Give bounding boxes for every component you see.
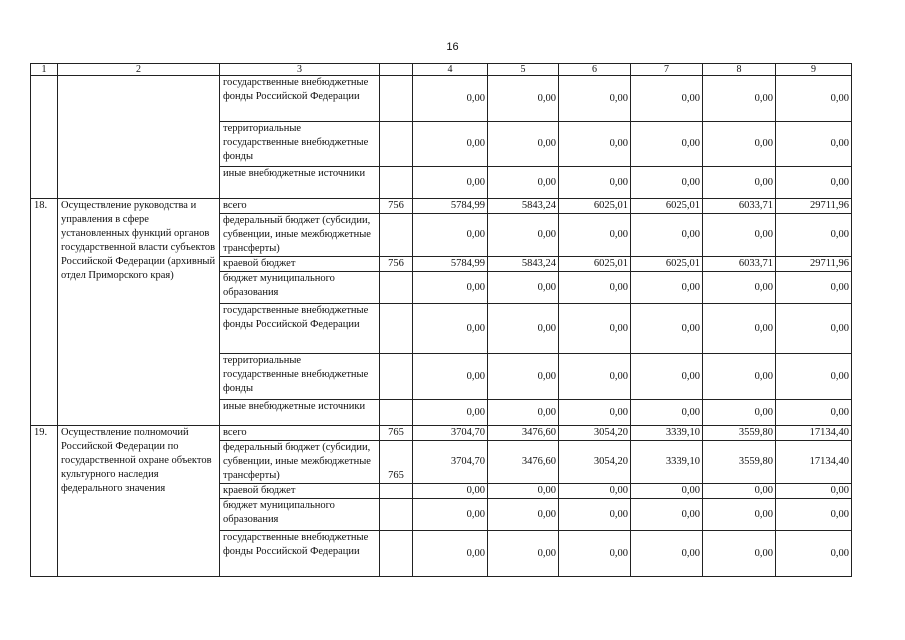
funding-source: всего bbox=[220, 199, 380, 214]
amount-cell: 6025,01 bbox=[559, 199, 631, 214]
budget-code: 756 bbox=[380, 199, 413, 214]
amount-cell: 6025,01 bbox=[631, 257, 703, 272]
funding-source: государственные внебюджетные фонды Российской Федерации bbox=[220, 531, 380, 577]
amount-cell: 3339,10 bbox=[631, 441, 703, 484]
amount-cell: 3559,80 bbox=[703, 441, 776, 484]
table-row bbox=[31, 426, 852, 441]
amount-cell: 0,00 bbox=[488, 499, 559, 531]
amount-cell: 0,00 bbox=[631, 167, 703, 199]
amount-cell: 0,00 bbox=[488, 122, 559, 167]
amount-cell: 0,00 bbox=[559, 484, 631, 499]
item-name bbox=[58, 76, 220, 199]
amount-cell: 5843,24 bbox=[488, 199, 559, 214]
amount-cell: 3704,70 bbox=[413, 426, 488, 441]
funding-source: государственные внебюджетные фонды Российской Федерации bbox=[220, 76, 380, 122]
amount-cell: 0,00 bbox=[559, 76, 631, 122]
column-header: 6 bbox=[559, 64, 631, 76]
amount-cell: 0,00 bbox=[703, 272, 776, 304]
item-name: Осуществление руководства и управления в сфере установленных функций органов государственной власти субъектов Российской Федерации (архивный отдел Приморского края) bbox=[58, 199, 220, 426]
amount-cell: 0,00 bbox=[703, 214, 776, 257]
column-header: 5 bbox=[488, 64, 559, 76]
budget-code bbox=[380, 499, 413, 531]
amount-cell: 0,00 bbox=[559, 167, 631, 199]
amount-cell: 0,00 bbox=[631, 499, 703, 531]
funding-source: бюджет муниципального образования bbox=[220, 272, 380, 304]
amount-cell: 0,00 bbox=[413, 354, 488, 400]
amount-cell: 0,00 bbox=[631, 531, 703, 577]
column-header bbox=[380, 64, 413, 76]
amount-cell: 0,00 bbox=[703, 304, 776, 354]
column-header: 8 bbox=[703, 64, 776, 76]
amount-cell: 0,00 bbox=[631, 214, 703, 257]
amount-cell: 0,00 bbox=[776, 76, 852, 122]
amount-cell: 0,00 bbox=[776, 531, 852, 577]
budget-code bbox=[380, 76, 413, 122]
amount-cell: 0,00 bbox=[631, 76, 703, 122]
budget-code: 765 bbox=[380, 441, 413, 484]
budget-code bbox=[380, 304, 413, 354]
amount-cell: 0,00 bbox=[631, 272, 703, 304]
column-header: 4 bbox=[413, 64, 488, 76]
amount-cell: 0,00 bbox=[413, 122, 488, 167]
budget-code: 765 bbox=[380, 426, 413, 441]
amount-cell: 3054,20 bbox=[559, 426, 631, 441]
amount-cell: 5843,24 bbox=[488, 257, 559, 272]
amount-cell: 6033,71 bbox=[703, 199, 776, 214]
amount-cell: 0,00 bbox=[703, 167, 776, 199]
table-body bbox=[31, 64, 852, 577]
amount-cell: 0,00 bbox=[413, 531, 488, 577]
amount-cell: 0,00 bbox=[776, 400, 852, 426]
amount-cell: 3559,80 bbox=[703, 426, 776, 441]
funding-source: федеральный бюджет (субсидии, субвенции, иные межбюджетные трансферты) bbox=[220, 214, 380, 257]
amount-cell: 0,00 bbox=[776, 167, 852, 199]
amount-cell: 0,00 bbox=[776, 304, 852, 354]
amount-cell: 5784,99 bbox=[413, 199, 488, 214]
budget-code bbox=[380, 167, 413, 199]
amount-cell: 3476,60 bbox=[488, 426, 559, 441]
table-row bbox=[31, 76, 852, 122]
amount-cell: 0,00 bbox=[559, 122, 631, 167]
amount-cell: 3339,10 bbox=[631, 426, 703, 441]
amount-cell: 0,00 bbox=[776, 354, 852, 400]
funding-source: государственные внебюджетные фонды Российской Федерации bbox=[220, 304, 380, 354]
amount-cell: 0,00 bbox=[776, 499, 852, 531]
amount-cell: 0,00 bbox=[703, 499, 776, 531]
amount-cell: 17134,40 bbox=[776, 426, 852, 441]
amount-cell: 0,00 bbox=[703, 484, 776, 499]
amount-cell: 0,00 bbox=[703, 122, 776, 167]
amount-cell: 0,00 bbox=[559, 304, 631, 354]
amount-cell: 5784,99 bbox=[413, 257, 488, 272]
column-header: 2 bbox=[58, 64, 220, 76]
amount-cell: 29711,96 bbox=[776, 199, 852, 214]
amount-cell: 0,00 bbox=[413, 400, 488, 426]
amount-cell: 6033,71 bbox=[703, 257, 776, 272]
funding-source: территориальные государственные внебюджетные фонды bbox=[220, 122, 380, 167]
amount-cell: 0,00 bbox=[703, 354, 776, 400]
amount-cell: 0,00 bbox=[631, 354, 703, 400]
amount-cell: 0,00 bbox=[631, 122, 703, 167]
amount-cell: 0,00 bbox=[559, 400, 631, 426]
amount-cell: 0,00 bbox=[559, 214, 631, 257]
amount-cell: 0,00 bbox=[413, 167, 488, 199]
budget-code bbox=[380, 272, 413, 304]
column-header: 7 bbox=[631, 64, 703, 76]
amount-cell: 0,00 bbox=[776, 122, 852, 167]
amount-cell: 0,00 bbox=[488, 531, 559, 577]
amount-cell: 0,00 bbox=[776, 214, 852, 257]
amount-cell: 0,00 bbox=[413, 272, 488, 304]
amount-cell: 0,00 bbox=[631, 484, 703, 499]
funding-source: краевой бюджет bbox=[220, 484, 380, 499]
budget-code bbox=[380, 484, 413, 499]
funding-source: всего bbox=[220, 426, 380, 441]
budget-code bbox=[380, 214, 413, 257]
page-number: 16 bbox=[446, 41, 459, 53]
amount-cell: 0,00 bbox=[559, 499, 631, 531]
item-name: Осуществление полномочий Российской Федерации по государственной охране объектов культурного наследия федерального значения bbox=[58, 426, 220, 577]
amount-cell: 0,00 bbox=[703, 76, 776, 122]
amount-cell: 0,00 bbox=[559, 272, 631, 304]
amount-cell: 0,00 bbox=[488, 400, 559, 426]
funding-source: иные внебюджетные источники bbox=[220, 400, 380, 426]
budget-code bbox=[380, 531, 413, 577]
amount-cell: 0,00 bbox=[631, 304, 703, 354]
amount-cell: 17134,40 bbox=[776, 441, 852, 484]
item-number bbox=[31, 76, 58, 199]
amount-cell: 29711,96 bbox=[776, 257, 852, 272]
amount-cell: 6025,01 bbox=[631, 199, 703, 214]
funding-source: федеральный бюджет (субсидии, субвенции, иные межбюджетные трансферты) bbox=[220, 441, 380, 484]
amount-cell: 0,00 bbox=[703, 400, 776, 426]
header-row bbox=[31, 64, 852, 76]
table-row bbox=[31, 199, 852, 214]
budget-table bbox=[30, 63, 852, 577]
column-header: 9 bbox=[776, 64, 852, 76]
amount-cell: 0,00 bbox=[488, 304, 559, 354]
item-number: 18. bbox=[31, 199, 58, 426]
amount-cell: 0,00 bbox=[559, 354, 631, 400]
amount-cell: 0,00 bbox=[488, 76, 559, 122]
amount-cell: 0,00 bbox=[631, 400, 703, 426]
amount-cell: 0,00 bbox=[413, 214, 488, 257]
amount-cell: 0,00 bbox=[703, 531, 776, 577]
funding-source: бюджет муниципального образования bbox=[220, 499, 380, 531]
item-number: 19. bbox=[31, 426, 58, 577]
amount-cell: 0,00 bbox=[488, 272, 559, 304]
amount-cell: 6025,01 bbox=[559, 257, 631, 272]
column-header: 1 bbox=[31, 64, 58, 76]
amount-cell: 0,00 bbox=[488, 354, 559, 400]
funding-source: краевой бюджет bbox=[220, 257, 380, 272]
column-header: 3 bbox=[220, 64, 380, 76]
amount-cell: 0,00 bbox=[776, 272, 852, 304]
amount-cell: 0,00 bbox=[488, 484, 559, 499]
budget-code bbox=[380, 354, 413, 400]
amount-cell: 3054,20 bbox=[559, 441, 631, 484]
amount-cell: 0,00 bbox=[413, 304, 488, 354]
budget-code bbox=[380, 122, 413, 167]
funding-source: иные внебюджетные источники bbox=[220, 167, 380, 199]
amount-cell: 0,00 bbox=[413, 76, 488, 122]
amount-cell: 0,00 bbox=[488, 167, 559, 199]
funding-source: территориальные государственные внебюджетные фонды bbox=[220, 354, 380, 400]
amount-cell: 0,00 bbox=[559, 531, 631, 577]
amount-cell: 0,00 bbox=[488, 214, 559, 257]
budget-code bbox=[380, 400, 413, 426]
budget-code: 756 bbox=[380, 257, 413, 272]
amount-cell: 0,00 bbox=[776, 484, 852, 499]
amount-cell: 0,00 bbox=[413, 499, 488, 531]
amount-cell: 3704,70 bbox=[413, 441, 488, 484]
amount-cell: 0,00 bbox=[413, 484, 488, 499]
amount-cell: 3476,60 bbox=[488, 441, 559, 484]
